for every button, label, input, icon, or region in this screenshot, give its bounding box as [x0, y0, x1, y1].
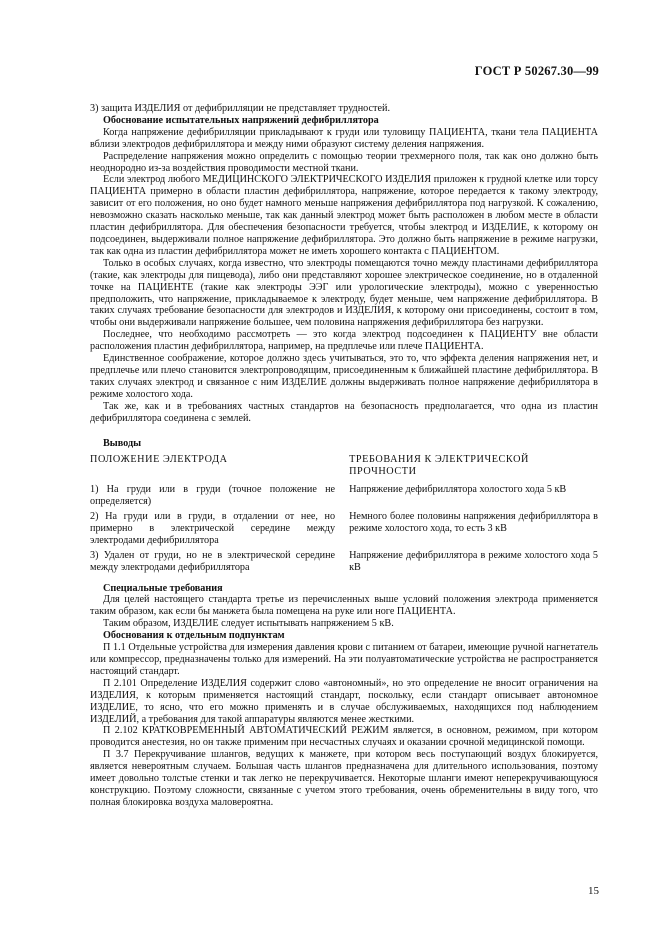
- paragraph: Так же, как и в требованиях частных стандартов на безопасность предполагается, что одна из пластин дефибриллятора соединена с землей.: [90, 400, 598, 424]
- paragraph: Распределение напряжения можно определить с помощью теории трехмерного поля, так как оно должно быть неоднородно из-за воздействия проводимости местной ткани.: [90, 150, 598, 174]
- table-cell: Напряжение дефибриллятора холостого хода 5 кВ: [349, 484, 567, 496]
- table-header-row: [90, 454, 598, 484]
- subclause-paragraph: П 1.1 Отдельные устройства для измерения давления крови с питанием от батареи, имеющие ручной нагнетатель или компрессор, предназначены только для измерений. На эти полуавтоматические устройства не распространяется настоящий стандарт.: [90, 642, 598, 677]
- standard-header: ГОСТ Р 50267.30—99: [474, 64, 599, 78]
- paragraph: Для целей настоящего стандарта третье из перечисленных выше условий положения электрода применяется таким образом, как если бы манжета была помещена на руке или ноге ПАЦИЕНТА.: [90, 594, 598, 618]
- paragraph: Если электрод любого МЕДИЦИНСКОГО ЭЛЕКТРИЧЕСКОГО ИЗДЕЛИЯ приложен к грудной клетке или торсу ПАЦИЕНТА примерно в области пластин дефибриллятора, напряжение, которое передается к такому электроду, зависит от его положения, но оно будет намного меньше напряжения дефибриллятора под нагрузкой. К сожалению, невозможно сказать насколько меньше, так как данный электрод может быть расположен в любом месте в области пластин дефибриллятора. Для обеспечения безопасности требуется, чтобы электрод и ИЗДЕЛИЕ, к которому он подсоединен, выдерживали полное напряжение дефибриллятора. Это должно быть напряжение в режиме нагрузки, так как одна из пластин дефибриллятора может не иметь хорошего контакта с ПАЦИЕНТОМ.: [90, 174, 598, 257]
- paragraph: Когда напряжение дефибрилляции прикладывают к груди или туловищу ПАЦИЕНТА, ткани тела ПАЦИЕНТА вблизи электродов дефибриллятора и между ними образуют систему деления напряжения.: [90, 126, 598, 150]
- section-heading-special-requirements: Специальные требования: [103, 582, 223, 594]
- section-heading-subclauses: Обоснования к отдельным подпунктам: [103, 630, 285, 642]
- table-cell: 2) На груди или в груди, в отдалении от нее, но примерно в электрической середине между электродами дефибриллятора: [90, 511, 336, 546]
- table-cell: Немного более половины напряжения дефибриллятора в режиме холостого хода, то есть 3 кВ: [349, 511, 598, 534]
- table-row: [90, 484, 598, 511]
- section-heading-test-voltages: Обоснование испытательных напряжений дефибриллятора: [103, 114, 379, 126]
- table-row: [90, 511, 598, 550]
- conclusions-table: [90, 454, 598, 576]
- paragraph-item-3: 3) защита ИЗДЕЛИЯ от дефибрилляции не представляет трудностей.: [90, 103, 391, 114]
- column-header-electrode-position: ПОЛОЖЕНИЕ ЭЛЕКТРОДА: [90, 454, 228, 466]
- paragraph: Только в особых случаях, когда известно, что электроды помещаются точно между пластинами дефибриллятора (такие, как электроды для пищевода), либо они представляют хорошее электрическое соединение, но в отдаленной точке на ПАЦИЕНТЕ (такие как электроды ЭЭГ или урологические электроды), можно с уверенностью предположить, что напряжение, прикладываемое к электроду, будет меньше, чем напряжение дефибриллятора. В таких случаях требование безопасности для электродов и ИЗДЕЛИЯ, к которому они присоединены, состоит в том, чтобы они выдерживали напряжение большее, чем половина напряжения дефибриллятора без нагрузки.: [90, 257, 598, 329]
- paragraph: Таким образом, ИЗДЕЛИЕ следует испытывать напряжением 5 кВ.: [103, 618, 394, 630]
- table-row: [90, 550, 598, 577]
- page-content: [90, 103, 598, 809]
- page-number: 15: [588, 885, 599, 897]
- subclause-paragraph: П 2.101 Определение ИЗДЕЛИЯ содержит слово «автономный», но это определение не вносит ограничения на ИЗДЕЛИЯ, к которым применяется настоящий стандарт, поскольку, если стандарт описывает автономное ИЗДЕЛИЕ, то ясно, что его можно применять и в случае обслуживаемых, находящихся под наблюдением ИЗДЕЛИЙ, а требования для такой аппаратуры являются менее жесткими.: [90, 677, 598, 725]
- table-cell: 3) Удален от груди, но не в электрической середине между электродами дефибриллятора: [90, 549, 336, 573]
- subclause-paragraph: П 2.102 КРАТКОВРЕМЕННЫЙ АВТОМАТИЧЕСКИЙ РЕЖИМ является, в основном, режимом, при котором проводится анестезия, но он также применим при несчастных случаях и оказании срочной медицинской помощи.: [90, 725, 598, 749]
- section-heading-conclusions: Выводы: [103, 438, 142, 450]
- column-header-strength-requirements: ТРЕБОВАНИЯ К ЭЛЕКТРИЧЕСКОЙ ПРОЧНОСТИ: [349, 454, 529, 478]
- subclause-paragraph: П 3.7 Перекручивание шлангов, ведущих к манжете, при котором весь поступающий воздух блокируется, является невероятным случаем. Большая часть шлангов предназначена для длительного использования, поэтому имеет довольно толстые стенки и так легко не перекручивается. Некоторые шланги имеют неперекручивающуюся конструкцию. Поэтому сложности, связанные с учетом этого требования, очень обременительны в виду того, что полная блокировка воздуха маловероятна.: [90, 749, 598, 808]
- paragraph: Последнее, что необходимо рассмотреть — это когда электрод подсоединен к ПАЦИЕНТУ вне области расположения пластин дефибриллятора, например, на предплечье или плече ПАЦИЕНТА.: [90, 329, 598, 353]
- table-cell: 1) На груди или в груди (точное положение не определяется): [90, 484, 336, 508]
- paragraph: Единственное соображение, которое должно здесь учитываться, это то, что эффекта деления напряжения нет, и предплечье или плечо становится электропроводящим, присоединенным к ближайшей пластине дефибриллятора. В таких случаях электрод и связанное с ним ИЗДЕЛИЕ должны выдерживать полное напряжение дефибриллятора в режиме холостого хода.: [90, 353, 598, 400]
- table-cell: Напряжение дефибриллятора в режиме холостого хода 5 кВ: [349, 549, 598, 573]
